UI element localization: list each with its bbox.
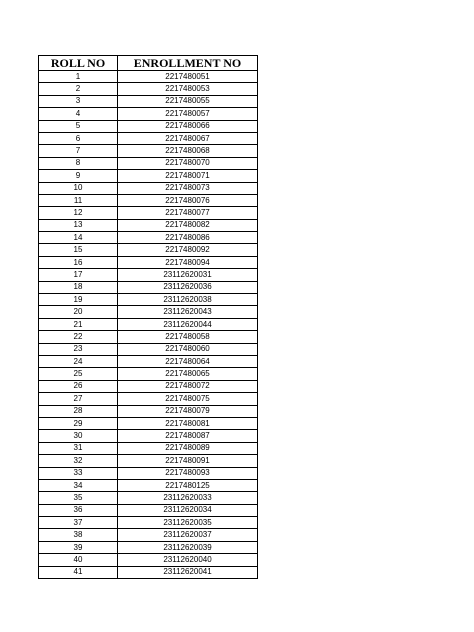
- roll-no-cell: 28: [39, 405, 118, 417]
- table-body: [39, 71, 258, 579]
- enrollment-no-cell: 2217480057: [118, 108, 258, 120]
- enrollment-no-cell: 23112620034: [118, 504, 258, 516]
- table-row: [39, 368, 258, 380]
- table-row: [39, 529, 258, 541]
- roll-no-cell: 5: [39, 120, 118, 132]
- table-row: [39, 232, 258, 244]
- roll-no-cell: 37: [39, 517, 118, 529]
- table-row: [39, 306, 258, 318]
- table-row: [39, 281, 258, 293]
- enrollment-no-cell: 23112620037: [118, 529, 258, 541]
- table-row: [39, 455, 258, 467]
- roll-no-cell: 33: [39, 467, 118, 479]
- enrollment-no-cell: 23112620033: [118, 492, 258, 504]
- enrollment-no-cell: 23112620041: [118, 566, 258, 578]
- roll-no-cell: 39: [39, 541, 118, 553]
- table-row: [39, 294, 258, 306]
- roll-no-cell: 35: [39, 492, 118, 504]
- table-row: [39, 71, 258, 83]
- table-row: [39, 182, 258, 194]
- roll-no-cell: 21: [39, 318, 118, 330]
- enrollment-no-cell: 2217480070: [118, 157, 258, 169]
- table-row: [39, 256, 258, 268]
- enrollment-no-cell: 23112620044: [118, 318, 258, 330]
- enrollment-no-cell: 2217480077: [118, 207, 258, 219]
- roll-no-cell: 4: [39, 108, 118, 120]
- roll-no-cell: 40: [39, 554, 118, 566]
- table-row: [39, 343, 258, 355]
- roll-no-cell: 9: [39, 170, 118, 182]
- roll-no-cell: 12: [39, 207, 118, 219]
- enrollment-no-cell: 2217480081: [118, 417, 258, 429]
- enrollment-no-cell: 2217480073: [118, 182, 258, 194]
- enrollment-no-cell: 2217480055: [118, 95, 258, 107]
- enrollment-no-cell: 2217480064: [118, 355, 258, 367]
- roll-no-cell: 19: [39, 294, 118, 306]
- enrollment-no-cell: 2217480076: [118, 194, 258, 206]
- roll-no-cell: 24: [39, 355, 118, 367]
- roll-no-cell: 13: [39, 219, 118, 231]
- enrollment-no-cell: 2217480060: [118, 343, 258, 355]
- table-row: [39, 145, 258, 157]
- roll-no-cell: 15: [39, 244, 118, 256]
- enrollment-no-cell: 23112620043: [118, 306, 258, 318]
- table-row: [39, 479, 258, 491]
- roll-no-cell: 32: [39, 455, 118, 467]
- enrollment-table: [38, 55, 258, 579]
- enrollment-no-cell: 2217480086: [118, 232, 258, 244]
- enrollment-no-cell: 2217480091: [118, 455, 258, 467]
- table-row: [39, 554, 258, 566]
- roll-no-cell: 22: [39, 331, 118, 343]
- roll-no-cell: 38: [39, 529, 118, 541]
- enrollment-no-cell: 2217480053: [118, 83, 258, 95]
- table-row: [39, 269, 258, 281]
- table-row: [39, 170, 258, 182]
- enrollment-no-cell: 2217480079: [118, 405, 258, 417]
- table-row: [39, 517, 258, 529]
- roll-no-cell: 14: [39, 232, 118, 244]
- roll-no-cell: 16: [39, 256, 118, 268]
- table-row: [39, 467, 258, 479]
- roll-no-cell: 20: [39, 306, 118, 318]
- enrollment-no-cell: 2217480125: [118, 479, 258, 491]
- roll-no-cell: 27: [39, 393, 118, 405]
- enrollment-no-cell: 23112620031: [118, 269, 258, 281]
- enrollment-no-cell: 2217480092: [118, 244, 258, 256]
- table-row: [39, 108, 258, 120]
- table-row: [39, 83, 258, 95]
- enrollment-no-cell: 2217480087: [118, 430, 258, 442]
- table-row: [39, 430, 258, 442]
- enrollment-no-cell: 2217480068: [118, 145, 258, 157]
- table-row: [39, 504, 258, 516]
- table-row: [39, 331, 258, 343]
- enrollment-no-cell: 23112620035: [118, 517, 258, 529]
- table-row: [39, 405, 258, 417]
- table-row: [39, 541, 258, 553]
- enrollment-no-cell: 23112620039: [118, 541, 258, 553]
- table-row: [39, 442, 258, 454]
- roll-no-cell: 41: [39, 566, 118, 578]
- table-row: [39, 244, 258, 256]
- roll-no-cell: 7: [39, 145, 118, 157]
- roll-no-cell: 36: [39, 504, 118, 516]
- roll-no-cell: 8: [39, 157, 118, 169]
- enrollment-no-cell: 2217480075: [118, 393, 258, 405]
- roll-no-cell: 23: [39, 343, 118, 355]
- enrollment-no-cell: 2217480082: [118, 219, 258, 231]
- column-header-enrollment-no: ENROLLMENT NO: [118, 56, 258, 71]
- enrollment-no-cell: 2217480065: [118, 368, 258, 380]
- table-row: [39, 194, 258, 206]
- enrollment-no-cell: 2217480089: [118, 442, 258, 454]
- roll-no-cell: 30: [39, 430, 118, 442]
- roll-no-cell: 17: [39, 269, 118, 281]
- column-header-roll-no: ROLL NO: [39, 56, 118, 71]
- enrollment-no-cell: 23112620036: [118, 281, 258, 293]
- enrollment-no-cell: 2217480071: [118, 170, 258, 182]
- table-row: [39, 380, 258, 392]
- roll-no-cell: 29: [39, 417, 118, 429]
- roll-no-cell: 1: [39, 71, 118, 83]
- table-row: [39, 157, 258, 169]
- table-row: [39, 393, 258, 405]
- table-row: [39, 318, 258, 330]
- roll-no-cell: 10: [39, 182, 118, 194]
- enrollment-no-cell: 23112620040: [118, 554, 258, 566]
- enrollment-no-cell: 2217480094: [118, 256, 258, 268]
- table-row: [39, 566, 258, 578]
- roll-no-cell: 26: [39, 380, 118, 392]
- roll-no-cell: 31: [39, 442, 118, 454]
- roll-no-cell: 34: [39, 479, 118, 491]
- enrollment-no-cell: 2217480067: [118, 132, 258, 144]
- table-row: [39, 417, 258, 429]
- enrollment-no-cell: 2217480066: [118, 120, 258, 132]
- roll-no-cell: 25: [39, 368, 118, 380]
- table-row: [39, 219, 258, 231]
- roll-no-cell: 18: [39, 281, 118, 293]
- table-row: [39, 132, 258, 144]
- table-row: [39, 207, 258, 219]
- roll-no-cell: 11: [39, 194, 118, 206]
- enrollment-no-cell: 2217480051: [118, 71, 258, 83]
- table-row: [39, 120, 258, 132]
- roll-no-cell: 2: [39, 83, 118, 95]
- enrollment-no-cell: 2217480093: [118, 467, 258, 479]
- table-row: [39, 95, 258, 107]
- roll-no-cell: 6: [39, 132, 118, 144]
- enrollment-no-cell: 2217480058: [118, 331, 258, 343]
- enrollment-no-cell: 23112620038: [118, 294, 258, 306]
- enrollment-no-cell: 2217480072: [118, 380, 258, 392]
- table-row: [39, 492, 258, 504]
- table-row: [39, 355, 258, 367]
- header-row: [39, 56, 258, 71]
- roll-no-cell: 3: [39, 95, 118, 107]
